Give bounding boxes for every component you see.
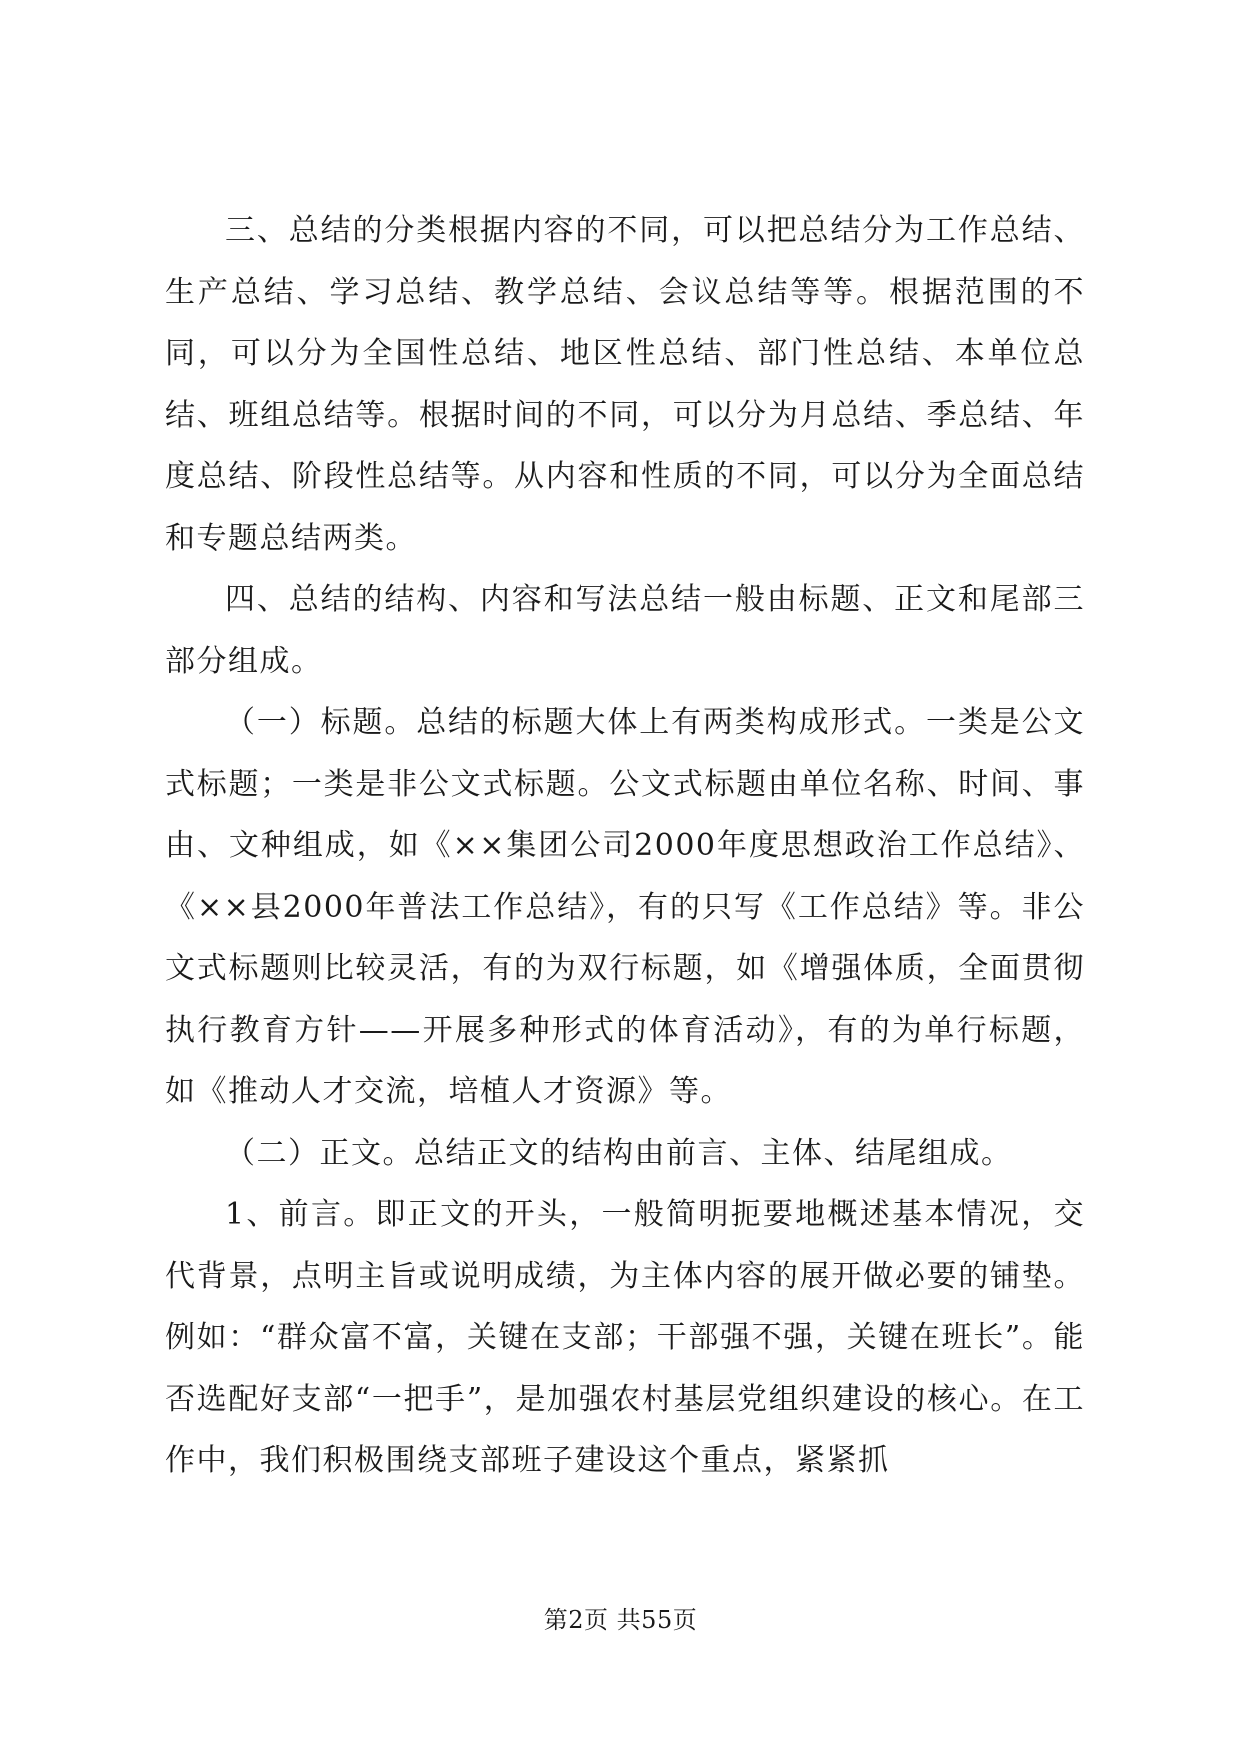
page-footer: 第2页 共55页 <box>543 1606 698 1634</box>
paragraph-preface: 1、前言。即正文的开头，一般简明扼要地概述基本情况，交代背景，点明主旨或说明成绩，为主体内容的展开做必要的铺垫。例如：“群众富不富，关键在支部；干部强不强，关键在班长”。能否选配好支部“一把手”，是加强农村基层党组织建设的核心。在工作中，我们积极围绕支部班子建设这个重点，紧紧抓 <box>165 1197 1085 1478</box>
paragraph-main-text: （二）正文。总结正文的结构由前言、主体、结尾组成。 <box>225 1135 1013 1171</box>
paragraph-title: （一）标题。总结的标题大体上有两类构成形式。一类是公文式标题；一类是非公文式标题。公文式标题由单位名称、时间、事由、文种组成，如《××集团公司2000年度思想政治工作总结》、《××县2000年普法工作总结》，有的只写《工作总结》等。非公文式标题则比较灵活，有的为双行标题，如《增强体质，全面贯彻执行教育方针——开展多种形式的体育活动》，有的为单行标题，如《推动人才交流，培植人才资源》等。 <box>165 705 1085 1109</box>
paragraph-classification: 三、总结的分类根据内容的不同，可以把总结分为工作总结、生产总结、学习总结、教学总结、会议总结等等。根据范围的不同，可以分为全国性总结、地区性总结、部门性总结、本单位总结、班组总结等。根据时间的不同，可以分为月总结、季总结、年度总结、阶段性总结等。从内容和性质的不同，可以分为全面总结和专题总结两类。 <box>165 213 1085 556</box>
document-body <box>165 200 1085 1492</box>
paragraph-structure: 四、总结的结构、内容和写法总结一般由标题、正文和尾部三部分组成。 <box>165 582 1085 679</box>
